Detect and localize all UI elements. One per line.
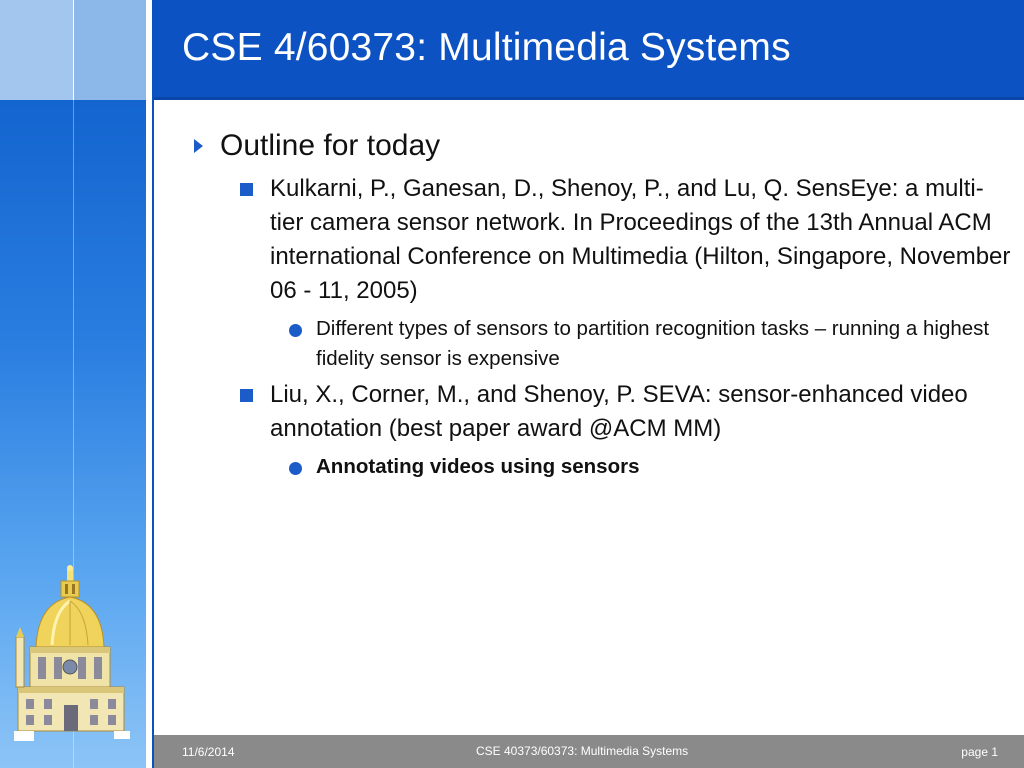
footer-date: 11/6/2014 xyxy=(182,745,235,759)
circle-bullet-icon xyxy=(289,462,302,475)
reference-text-1: Kulkarni, P., Ganesan, D., Shenoy, P., and Lu, Q. SensEye: a multi-tier camera sensor network. In Proceedings of the 13th Annual ACM international Conference on Multimedia (Hilton, Singapore, November 06 - 11, 2005) xyxy=(270,175,1011,304)
reference-item-2 xyxy=(236,378,1016,446)
reference-note-1 xyxy=(286,314,1016,374)
left-decorative-sidebar xyxy=(0,0,146,768)
sidebar-top-block xyxy=(0,0,146,100)
golden-dome-logo xyxy=(14,565,130,745)
slide-footer xyxy=(154,735,1024,768)
slide-title: CSE 4/60373: Multimedia Systems xyxy=(182,26,791,69)
slide-body xyxy=(186,124,1016,486)
reference-note-text-1: Different types of sensors to partition recognition tasks – running a highest fidelity sensor is expensive xyxy=(316,317,990,370)
reference-item-1 xyxy=(236,172,1016,308)
outline-heading: Outline for today xyxy=(220,129,441,162)
outline-heading-item xyxy=(186,124,1016,168)
square-bullet-icon xyxy=(240,389,253,402)
footer-page-number: page 1 xyxy=(961,745,998,759)
square-bullet-icon xyxy=(240,183,253,196)
title-band xyxy=(154,0,1024,100)
reference-note-text-2: Annotating videos using sensors xyxy=(316,455,640,478)
separator-blue xyxy=(152,0,154,768)
circle-bullet-icon xyxy=(289,324,302,337)
reference-note-2 xyxy=(286,452,1016,482)
triangle-bullet-icon xyxy=(194,139,203,153)
footer-course: CSE 40373/60373: Multimedia Systems xyxy=(476,744,689,758)
reference-text-2: Liu, X., Corner, M., and Shenoy, P. SEVA: sensor-enhanced video annotation (best paper award @ACM MM) xyxy=(270,381,968,442)
